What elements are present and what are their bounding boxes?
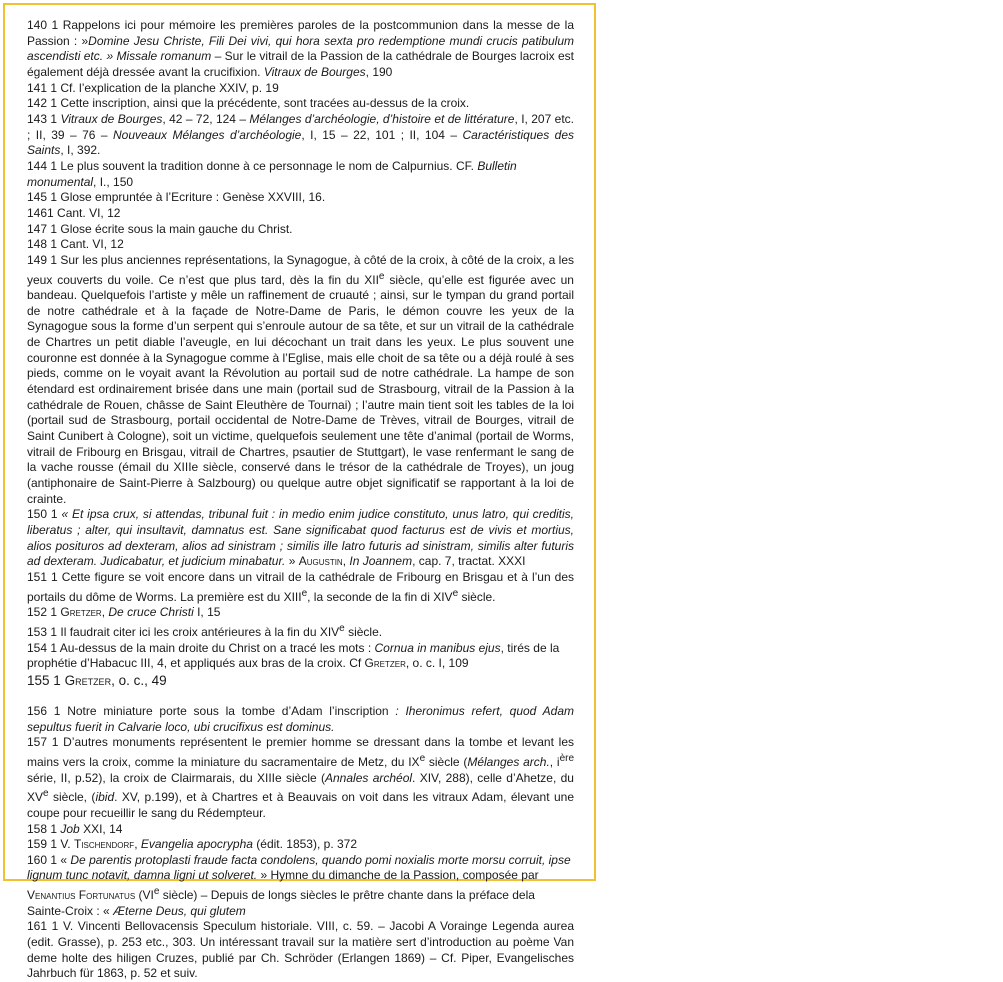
note-number: 145 1 xyxy=(27,190,58,205)
spacer xyxy=(27,689,574,704)
note-number: 149 1 xyxy=(27,252,58,267)
note-number: 142 1 xyxy=(27,96,58,111)
footnote-141: 141 1 Cf. l’explication de la planche XXIV, p. 19 xyxy=(27,80,279,95)
footnote-143: 143 1 Vitraux de Bourges, 42 – 72, 124 – Mélanges d’archéologie, d’histoire et de littérature, I, 207 etc. ; II, 39 – 76 – Nouveaux Mélanges d’archéologie, I, 15 – 22, 101 ; II, 104 – Caractéristiques des Saints, I, 392. xyxy=(27,111,574,158)
note-number: 140 1 xyxy=(27,18,59,32)
footnote-140: 140 1 Rappelons ici pour mémoire les premières paroles de la postcommunion dans la messe de la Passion : »Domine Jesu Christe, Fili Dei vivi, qui hora sexta pro redemptione mundi crucis patibulum ascendisti etc. » Missale romanum – Sur le vitrail de la Passion de la cathédrale de Bourges lacroix est également déjà dressée avant la crucifixion. Vitraux de Bourges, 190 xyxy=(27,18,575,79)
footnote-142: 142 1 Cette inscription, ainsi que la précédente, sont tracées au-dessus de la croix. xyxy=(27,96,470,111)
note-number: 160 1 xyxy=(27,852,58,867)
note-number: 156 1 xyxy=(27,703,61,718)
note-number: 144 1 xyxy=(27,158,58,173)
footnote-155: 155 1 Gretzer, o. c., 49 xyxy=(27,672,167,688)
footnote-145: 145 1 Glose empruntée à l’Ecriture : Genèse XXVIII, 16. xyxy=(27,190,326,205)
footnote-156: 156 1 Notre miniature porte sous la tombe d’Adam l’inscription : Iheronimus refert, quod Adam sepultus fuerit in Calvarie loco, ubi crucifixus est dominus. xyxy=(27,703,574,734)
note-number: 1461 xyxy=(27,205,54,220)
footnote-149: 149 1 Sur les plus anciennes représentations, la Synagogue, à côté de la croix, à côté de la croix, a les yeux couverts du voile. Ce n’est que plus tard, dès la fin du XIIe siècle, qu’elle est figurée avec un bandeau. Quelquefois l’artiste y mêle un raffinement de cruauté ; ainsi, sur le tympan du grand portail de notre cathédrale et à la façade de Notre-Dame de Paris, le démon couvre les yeux de la Synagogue sous la forme d’un serpent qui s’enroule autour de sa tête, et sur un vitrail de la cathédrale de Chartres un petit diable l’aveugle, en lui décochant un trait dans les yeux. Le plus souvent une couronne est donnée à la Synagogue comme à l’Eglise, mais elle choit de sa tête ou a déjà roulé à ses pieds, comme on le voyait avant la Révolution au portail sud de notre cathédrale. La hampe de son étendard est ordinairement brisée dans une main (portail sud de Strasbourg, vitrail de la Passion à la cathédrale de Rouen, châsse de Saint Eleuthère de Tournai) ; l’autre main tient soit les tables de la loi (portail sud de Strasbourg, portail occidental de Notre-Dame de Trèves, vitrail de Bourges, vitrail de Saint Cunibert à Cologne), soit un victime, quelquefois seulement une tête d’animal (portail de Worms, vitrail de Fribourg en Brisgau, vitrail de Chartres, psautier de Stuttgart), le vase renfermant le sang de la vache rousse (émail du XIIIe siècle, conservé dans le trésor de la cathédrale de Troyes), un joug (antiphonaire de Saint-Pierre à Salzbourg) ou quelque autre objet significatif se rapportant à la loi de crainte. xyxy=(27,252,575,506)
note-number: 141 1 xyxy=(27,80,58,95)
note-number: 147 1 xyxy=(27,221,58,236)
note-number: 161 1 xyxy=(27,919,59,934)
note-number: 159 1 xyxy=(27,837,58,852)
note-number: 157 1 xyxy=(27,735,59,750)
document-page xyxy=(3,3,596,981)
note-number: 158 1 xyxy=(27,821,58,836)
footnote-159: 159 1 V. Tischendorf, Evangelia apocrypha (édit. 1853), p. 372 xyxy=(27,837,358,852)
footnote-152: 152 1 Gretzer, De cruce Christi I, 15 xyxy=(27,605,221,620)
note-number: 152 1 xyxy=(27,605,58,620)
footnote-161: 161 1 V. Vincenti Bellovacensis Speculum historiale. VIII, c. 59. – Jacobi A Voraingе Legenda aurea (edit. Grasse), p. 253 etc., 303. Un intéressant travail sur la matière sert d’introduction au poème Van deme holte des hiligen Cruzes, publié par Ch. Schröder (Erlangen 1869) – Cf. Piper, Evangelisches Jahrbuch für 1863, p. 52 et suiv. xyxy=(27,919,574,981)
footnote-160: 160 1 « De parentis protoplasti fraude facta condolens, quando pomi noxialis morte morsu corruit, ipse lignum tunc notavit, damna ligni ut solveret. » Hymne du dimanche de la Passion, composée par Venantius Fortunatus (VIe siècle) – Depuis de longs siècles le prêtre chante dans la préface dela Sainte-Croix : « Æterne Deus, qui glutem xyxy=(27,852,571,918)
note-number: 148 1 xyxy=(27,237,58,252)
note-number: 153 1 xyxy=(27,624,58,639)
footnote-144: 144 1 Le plus souvent la tradition donne à ce personnage le nom de Calpurnius. CF. Bulletin monumental, I., 150 xyxy=(27,158,517,189)
footnote-150: 150 1 « Et ipsa crux, si attendas, tribunal fuit : in medio enim judice constituto, unus latro, qui creditis, liberatus ; alter, qui insultavit, damnatus est. Sane significabat quod facturus est de vivis et mortius, alios posituros ad dexteram, alios ad sinistram ; similis ille latro futuris ad sinistram, similis alter futuris ad dexteram. Judicabatur, et judicium minabatur. » Augustin, In Joannem, cap. 7, tractat. XXXI xyxy=(27,507,574,569)
note-number: 155 1 xyxy=(27,672,61,688)
note-number: 154 1 xyxy=(27,640,58,655)
note-number: 151 1 xyxy=(27,569,58,584)
footnote-153: 153 1 Il faudrait citer ici les croix antérieures à la fin du XIVe siècle. xyxy=(27,622,383,639)
footnote-148: 148 1 Cant. VI, 12 xyxy=(27,237,124,252)
note-number: 143 1 xyxy=(27,111,58,126)
footnote-151: 151 1 Cette figure se voit encore dans un vitrail de la cathédrale de Fribourg en Brisgau et à l’un des portails du dôme de Worms. La première est du XIIIe, la seconde de la fin di XIVe siècle. xyxy=(27,569,575,604)
footnote-147: 147 1 Glose écrite sous la main gauche du Christ. xyxy=(27,221,293,236)
footnote-146: 1461 Cant. VI, 12 xyxy=(27,205,121,220)
footnote-154: 154 1 Au-dessus de la main droite du Christ on a tracé les mots : Cornua in manibus ejus, tirés de la prophétie d’Habacuc III, 4, et appliqués aux bras de la croix. Cf Gretzer, o. c. I, 109 xyxy=(27,640,560,671)
footnote-157: 157 1 D’autres monuments représentent le premier homme se dressant dans la tombe et levant les mains vers la croix, comme la miniature du sacramentaire de Metz, du IXe siècle (Mélanges arch., $i^{ère}$ série, II, p.52), la croix de Clairmarais, du XIIIe siècle (Annales archéol. XIV, 288), celle d’Ahetze, du XVe siècle, (ibid. XV, p.199), et à Chartres et à Beauvais on voit dans les vitraux Adam, élevant une coupe pour recueillir le sang du Rédempteur. xyxy=(27,735,575,820)
footnote-158: 158 1 Job XXI, 14 xyxy=(27,821,123,836)
note-number: 150 1 xyxy=(27,507,58,522)
